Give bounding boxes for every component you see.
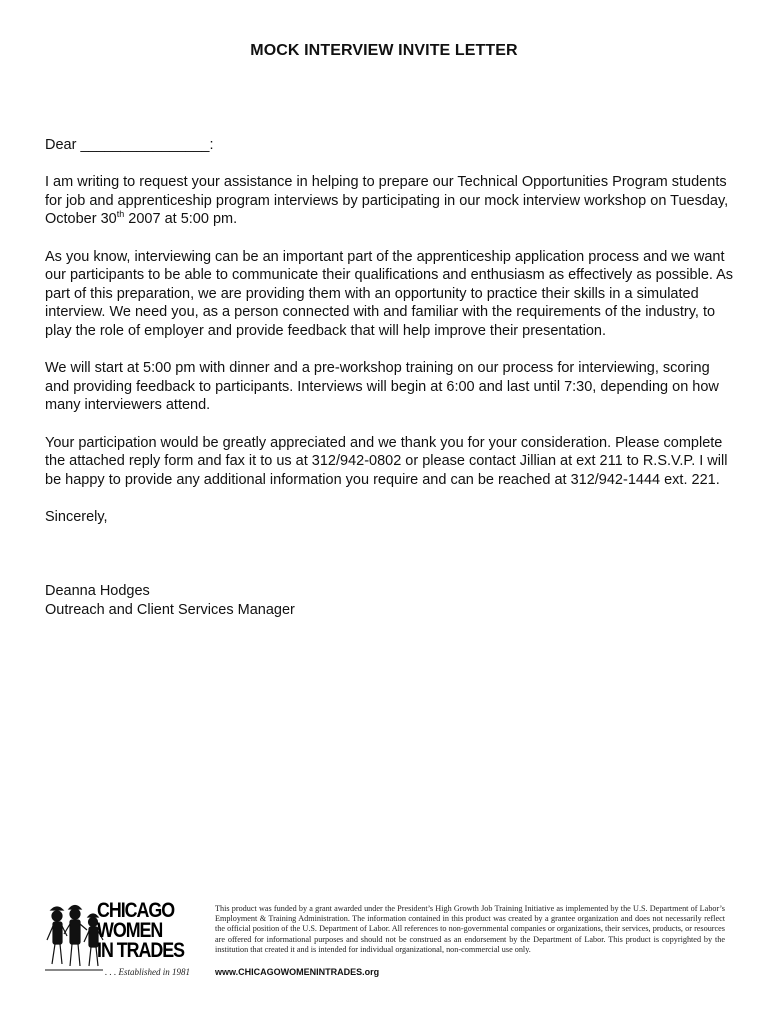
logo-line-in-trades: IN TRADES: [97, 939, 185, 962]
salutation: Dear ________________:: [45, 137, 214, 153]
footer: [45, 900, 725, 982]
paragraph-request: [45, 173, 735, 229]
paragraph-purpose: As you know, interviewing can be an important part of the apprenticeship application process and we want our participants to be able to communicate their qualifications and enthusiasm as effectively as possible. As part of this preparation, we are providing them with an opportunity to practice their skills in a simulated interview. We need you, as a person connected with and familiar with the requirements of the industry, to play the role of employer and provide feedback that will help improve their presentation.: [45, 248, 734, 339]
signature-role: Outreach and Client Services Manager: [45, 601, 295, 618]
page-title: MOCK INTERVIEW INVITE LETTER: [250, 42, 518, 59]
letter-body: [45, 136, 735, 619]
paragraph-schedule: We will start at 5:00 pm with dinner and a pre-workshop training on our process for interviewing, scoring and providing feedback to participants. Interviews will begin at 6:00 and last until 7:30, depending on how many interviewers attend.: [45, 360, 719, 414]
signature-name: Deanna Hodges: [45, 583, 150, 600]
website-link[interactable]: www.CHICAGOWOMENINTRADES.org: [215, 967, 380, 977]
ordinal-suffix: th: [116, 209, 125, 220]
signature-gap: [45, 545, 735, 582]
closing: Sincerely,: [45, 508, 108, 525]
logo-tagline: . . . Established in 1981: [105, 967, 190, 977]
logo-line-women: WOMEN: [97, 919, 163, 942]
paragraph-request-text-a: I am writing to request your assistance in helping to prepare our Technical Opportunities Program students for job and apprenticeship program interviews by participating in our mock interview workshop on Tuesday, October 30: [45, 174, 729, 228]
chicago-women-in-trades-logo: [45, 900, 210, 982]
funding-disclaimer: This product was funded by a grant awarded under the President’s High Growth Job Training Initiative as implemented by the U.S. Department of Labor’s Employment & Training Administration. The information contained in this product was created by a grantee organization and does not necessarily reflect the official position of the U.S. Department of Labor. All references to non-governmental companies or organizations, their services, products, or resources are offered for informational purposes and should not be construed as an endorsement by the Department of Labor. This product is copyrighted by the institution that created it and is intended for individual organizational, non-commercial use only.: [215, 904, 725, 954]
worker-figures-icon: [45, 900, 105, 982]
paragraph-request-text-b: 2007 at 5:00 pm.: [124, 211, 238, 228]
logo-wordmark: [97, 901, 184, 961]
logo-line-chicago: CHICAGO: [97, 899, 175, 922]
paragraph-rsvp: Your participation would be greatly appreciated and we thank you for your consideration. Please complete the attached reply form and fax it to us at 312/942-0802 or please contact Jillian at ext 211 to R.S.V.P. I will be happy to provide any additional information you require and can be reached at 312/942-1444 ext. 221.: [45, 434, 728, 488]
